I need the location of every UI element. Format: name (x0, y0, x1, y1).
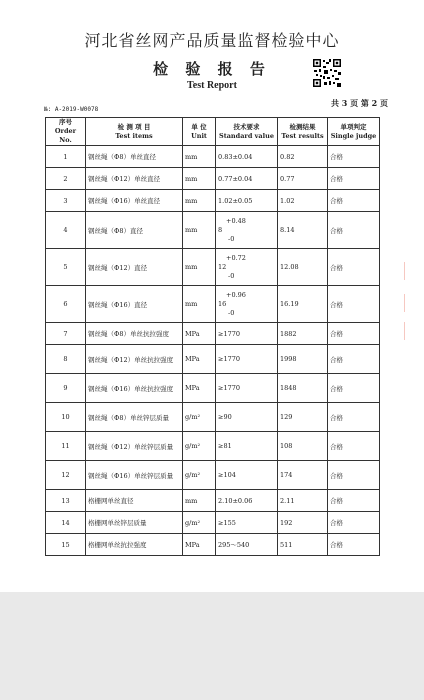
item-cell: 钢丝绳（Φ12）单丝抗拉强度 (86, 345, 183, 374)
result-cell: 192 (278, 512, 328, 534)
item-cell: 钢丝绳（Φ8）单丝锌层质量 (86, 403, 183, 432)
table-row (46, 249, 380, 286)
table-row (46, 286, 380, 323)
order-cell: 8 (46, 345, 86, 374)
order-cell: 6 (46, 286, 86, 323)
report-title-cn: 检 验 报 告 (153, 60, 271, 78)
unit-cell: g/m² (183, 461, 216, 490)
center-title: 河北省丝网产品质量监督检验中心 (84, 31, 340, 50)
tolerance-base: 16 (218, 299, 227, 308)
order-cell: 9 (46, 374, 86, 403)
standard-cell: 2.10±0.06 (216, 490, 278, 512)
unit-cell: mm (183, 146, 216, 168)
standard-cell: ≥104 (216, 461, 278, 490)
unit-cell: mm (183, 249, 216, 286)
standard-cell: 1.02±0.05 (216, 190, 278, 212)
tolerance-plus: +0.72 (226, 253, 246, 262)
table-row (46, 432, 380, 461)
table-row (46, 374, 380, 403)
unit-cell: MPa (183, 534, 216, 556)
judge-cell: 合格 (328, 249, 380, 286)
header-order: 序号 Order No. (46, 118, 86, 146)
result-cell: 129 (278, 403, 328, 432)
table-row (46, 190, 380, 212)
result-cell: 0.77 (278, 168, 328, 190)
order-cell: 12 (46, 461, 86, 490)
table-row (46, 490, 380, 512)
unit-cell: MPa (183, 323, 216, 345)
standard-cell: ≥155 (216, 512, 278, 534)
order-cell: 5 (46, 249, 86, 286)
result-cell: 16.19 (278, 286, 328, 323)
unit-cell: mm (183, 190, 216, 212)
unit-cell: mm (183, 168, 216, 190)
seal-mark (404, 322, 417, 340)
judge-cell: 合格 (328, 490, 380, 512)
result-cell: 1.02 (278, 190, 328, 212)
test-results-table (45, 117, 380, 556)
order-cell: 4 (46, 212, 86, 249)
seal-mark (404, 262, 417, 280)
order-cell: 3 (46, 190, 86, 212)
report-title-en: Test Report (187, 80, 237, 91)
qr-code-icon (312, 58, 342, 88)
table-row (46, 146, 380, 168)
unit-cell: g/m² (183, 403, 216, 432)
item-cell: 格栅网单丝直径 (86, 490, 183, 512)
tolerance-minus: -0 (228, 308, 235, 317)
tolerance-plus: +0.96 (226, 290, 246, 299)
item-cell: 格栅网单丝锌层质量 (86, 512, 183, 534)
table-row (46, 212, 380, 249)
unit-cell: g/m² (183, 432, 216, 461)
judge-cell: 合格 (328, 534, 380, 556)
tolerance-minus: -0 (228, 234, 235, 243)
judge-cell: 合格 (328, 374, 380, 403)
standard-cell: 0.83±0.04 (216, 146, 278, 168)
item-cell: 钢丝绳（Φ12）单丝直径 (86, 168, 183, 190)
standard-cell (216, 286, 278, 323)
standard-cell: 295～540 (216, 534, 278, 556)
result-cell: 0.82 (278, 146, 328, 168)
table-row (46, 168, 380, 190)
item-cell: 钢丝绳（Φ16）单丝抗拉强度 (86, 374, 183, 403)
result-cell: 1848 (278, 374, 328, 403)
item-cell: 钢丝绳（Φ16）直径 (86, 286, 183, 323)
unit-cell: MPa (183, 345, 216, 374)
standard-cell (216, 212, 278, 249)
unit-cell: mm (183, 490, 216, 512)
order-cell: 14 (46, 512, 86, 534)
header-judge: 单项判定 Single judge (328, 118, 380, 146)
item-cell: 钢丝绳（Φ12）直径 (86, 249, 183, 286)
standard-cell: 0.77±0.04 (216, 168, 278, 190)
header-standard: 技术要求 Standard value (216, 118, 278, 146)
result-cell: 12.08 (278, 249, 328, 286)
standard-cell: ≥1770 (216, 323, 278, 345)
order-cell: 1 (46, 146, 86, 168)
table-row (46, 534, 380, 556)
header-items: 检 测 项 目 Test items (86, 118, 183, 146)
item-cell: 钢丝绳（Φ12）单丝锌层质量 (86, 432, 183, 461)
result-cell: 1882 (278, 323, 328, 345)
order-cell: 11 (46, 432, 86, 461)
document-number: №: A-2019-W0078 (44, 106, 99, 113)
unit-cell: g/m² (183, 512, 216, 534)
table-row (46, 345, 380, 374)
header-results: 检测结果 Test results (278, 118, 328, 146)
item-cell: 钢丝绳（Φ8）单丝抗拉强度 (86, 323, 183, 345)
standard-cell: ≥81 (216, 432, 278, 461)
unit-cell: mm (183, 286, 216, 323)
judge-cell: 合格 (328, 403, 380, 432)
order-cell: 15 (46, 534, 86, 556)
unit-cell: MPa (183, 374, 216, 403)
judge-cell: 合格 (328, 323, 380, 345)
judge-cell: 合格 (328, 345, 380, 374)
judge-cell: 合格 (328, 190, 380, 212)
item-cell: 钢丝绳（Φ8）直径 (86, 212, 183, 249)
table-row (46, 323, 380, 345)
result-cell: 2.11 (278, 490, 328, 512)
tolerance-plus: +0.48 (226, 216, 246, 225)
table-row (46, 512, 380, 534)
result-cell: 174 (278, 461, 328, 490)
order-cell: 13 (46, 490, 86, 512)
item-cell: 钢丝绳（Φ16）单丝直径 (86, 190, 183, 212)
seal-mark (404, 294, 417, 312)
item-cell: 格栅网单丝抗拉强度 (86, 534, 183, 556)
judge-cell: 合格 (328, 432, 380, 461)
table-row (46, 461, 380, 490)
order-cell: 2 (46, 168, 86, 190)
judge-cell: 合格 (328, 146, 380, 168)
tolerance-base: 8 (218, 225, 223, 234)
result-cell: 8.14 (278, 212, 328, 249)
result-cell: 1998 (278, 345, 328, 374)
item-cell: 钢丝绳（Φ16）单丝锌层质量 (86, 461, 183, 490)
header-unit: 单 位 Unit (183, 118, 216, 146)
item-cell: 钢丝绳（Φ8）单丝直径 (86, 146, 183, 168)
tolerance-minus: -0 (228, 271, 235, 280)
standard-cell: ≥1770 (216, 374, 278, 403)
unit-cell: mm (183, 212, 216, 249)
judge-cell: 合格 (328, 212, 380, 249)
order-cell: 7 (46, 323, 86, 345)
judge-cell: 合格 (328, 461, 380, 490)
judge-cell: 合格 (328, 168, 380, 190)
table-header-row (46, 118, 380, 146)
standard-cell: ≥90 (216, 403, 278, 432)
order-cell: 10 (46, 403, 86, 432)
page-indicator: 共 3 页 第 2 页 (330, 98, 388, 108)
tolerance-base: 12 (218, 262, 227, 271)
result-cell: 511 (278, 534, 328, 556)
judge-cell: 合格 (328, 286, 380, 323)
table-row (46, 403, 380, 432)
standard-cell: ≥1770 (216, 345, 278, 374)
standard-cell (216, 249, 278, 286)
result-cell: 108 (278, 432, 328, 461)
judge-cell: 合格 (328, 512, 380, 534)
